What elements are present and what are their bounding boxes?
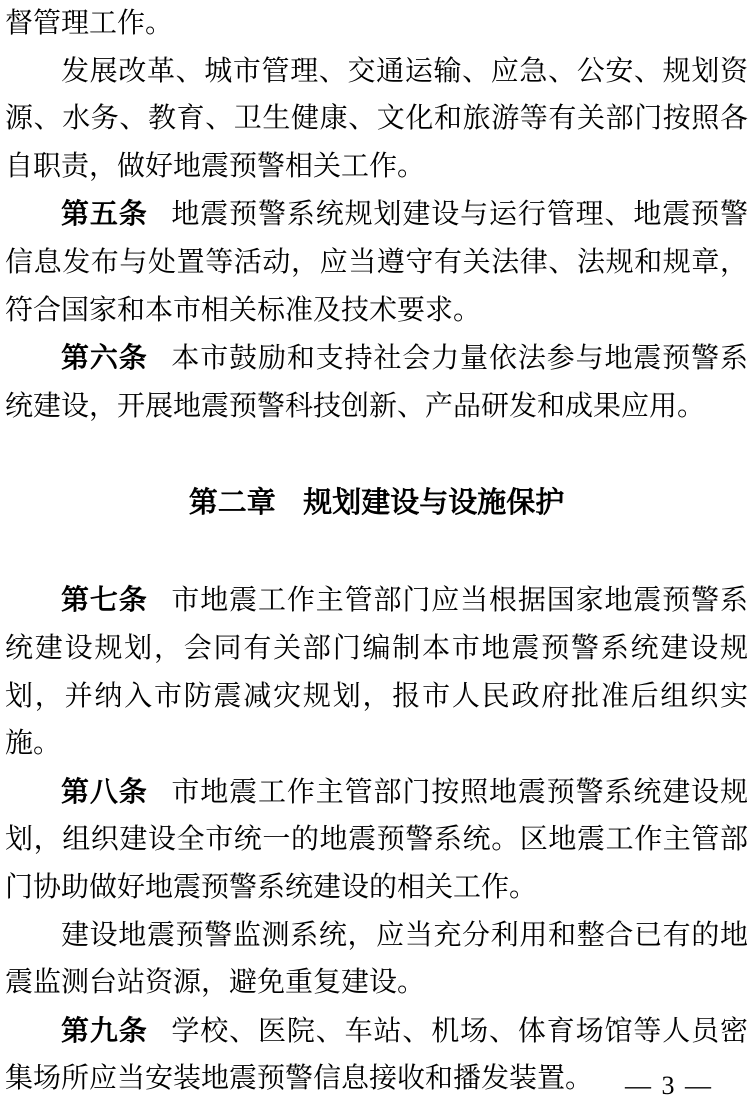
article-number: 第五条	[61, 198, 148, 230]
article-text: 学校、医院、车站、机场、体育场馆等人员密集场所应当安装地震预警信息接收和播发装置。	[5, 1015, 748, 1095]
article-number: 第七条	[61, 584, 148, 616]
chapter-heading	[5, 479, 748, 527]
article-text: 地震预警系统规划建设与运行管理、地震预警信息发布与处置等活动，应当遵守有关法律、法规和规章，符合国家和本市相关标准及技术要求。	[5, 199, 748, 326]
chapter-title: 规划建设与设施保护	[303, 487, 565, 520]
article-paragraph	[5, 190, 748, 334]
paragraph: 建设地震预警监测系统，应当充分利用和整合已有的地震监测台站资源，避免重复建设。	[5, 919, 748, 999]
article-text: 市地震工作主管部门应当根据国家地震预警系统建设规划，会同有关部门编制本市地震预警系统建设规划，并纳入市防震减灾规划，报市人民政府批准后组织实施。	[5, 585, 748, 760]
article-number: 第八条	[61, 775, 148, 807]
paragraph: 发展改革、城市管理、交通运输、应急、公安、规划资源、水务、教育、卫生健康、文化和旅游等有关部门按照各自职责，做好地震预警相关工作。	[5, 55, 748, 182]
article-text: 本市鼓励和支持社会力量依法参与地震预警系统建设，开展地震预警科技创新、产品研发和成果应用。	[5, 343, 748, 422]
paragraph-continuation: 督管理工作。	[5, 8, 174, 39]
article-paragraph	[5, 768, 748, 912]
article-text: 市地震工作主管部门按照地震预警系统建设规划，组织建设全市统一的地震预警系统。区地震工作主管部门协助做好地震预警系统建设的相关工作。	[5, 776, 748, 903]
article-number: 第六条	[61, 342, 148, 374]
page-number: — 3 —	[625, 1071, 713, 1100]
chapter-number: 第二章	[188, 487, 276, 520]
article-number: 第九条	[61, 1014, 148, 1046]
article-paragraph	[5, 334, 748, 430]
article-paragraph	[5, 576, 748, 767]
document-text	[5, 0, 748, 1103]
